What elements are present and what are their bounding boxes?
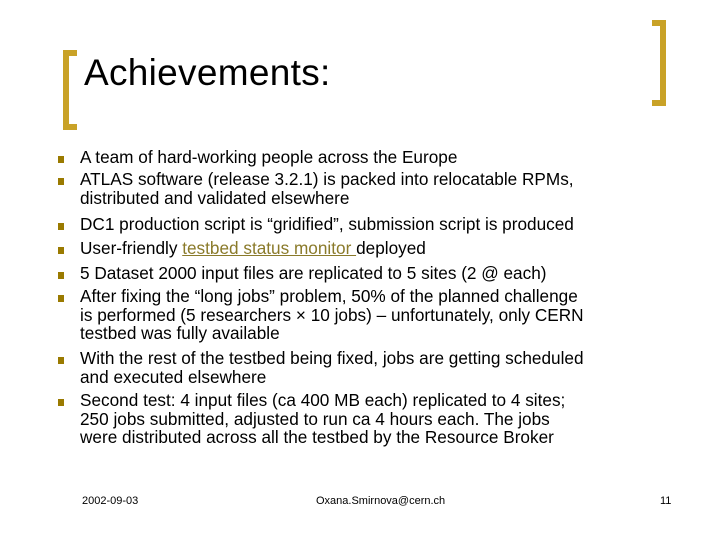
bullet-text-suffix: deployed	[356, 238, 426, 258]
bullet-text: A team of hard-working people across the Europe	[80, 147, 458, 167]
bullet-text: 5 Dataset 2000 input files are replicated to 5 sites (2 @ each)	[80, 263, 547, 283]
bullet-marker-icon	[58, 272, 64, 279]
right-bracket-decoration	[652, 20, 666, 106]
bullet-marker-icon	[58, 295, 64, 302]
testbed-status-monitor-link[interactable]: testbed status monitor	[182, 238, 357, 258]
footer-page-number: 11	[660, 495, 672, 507]
bullet-marker-icon	[58, 223, 64, 230]
left-bracket-decoration	[63, 50, 77, 130]
footer-email: Oxana.Smirnova@cern.ch	[316, 495, 446, 507]
slide-title: Achievements:	[84, 52, 331, 93]
bullet-marker-icon	[58, 156, 64, 163]
bullet-text: ATLAS software (release 3.2.1) is packed into relocatable RPMs, distributed and validated elsewhere	[80, 169, 574, 208]
bullet-text	[80, 239, 680, 258]
bullet-text: Second test: 4 input files (ca 400 MB each) replicated to 4 sites; 250 jobs submitted, adjusted to run ca 4 hours each. The jobs were distributed across all the testbed by the Resource Broker	[80, 390, 566, 448]
bullet-marker-icon	[58, 399, 64, 406]
footer-date: 2002-09-03	[82, 495, 139, 507]
bullet-text: DC1 production script is “gridified”, submission script is produced	[80, 214, 574, 234]
bullet-marker-icon	[58, 178, 64, 185]
bullet-marker-icon	[58, 247, 64, 254]
bullet-text-prefix: User-friendly	[80, 238, 183, 258]
bullet-text: With the rest of the testbed being fixed, jobs are getting scheduled and executed elsewhere	[80, 348, 584, 387]
bullet-marker-icon	[58, 357, 64, 364]
bullet-text: After fixing the “long jobs” problem, 50% of the planned challenge is performed (5 researchers × 10 jobs) – unfortunately, only CERN testbed was fully available	[80, 286, 584, 344]
